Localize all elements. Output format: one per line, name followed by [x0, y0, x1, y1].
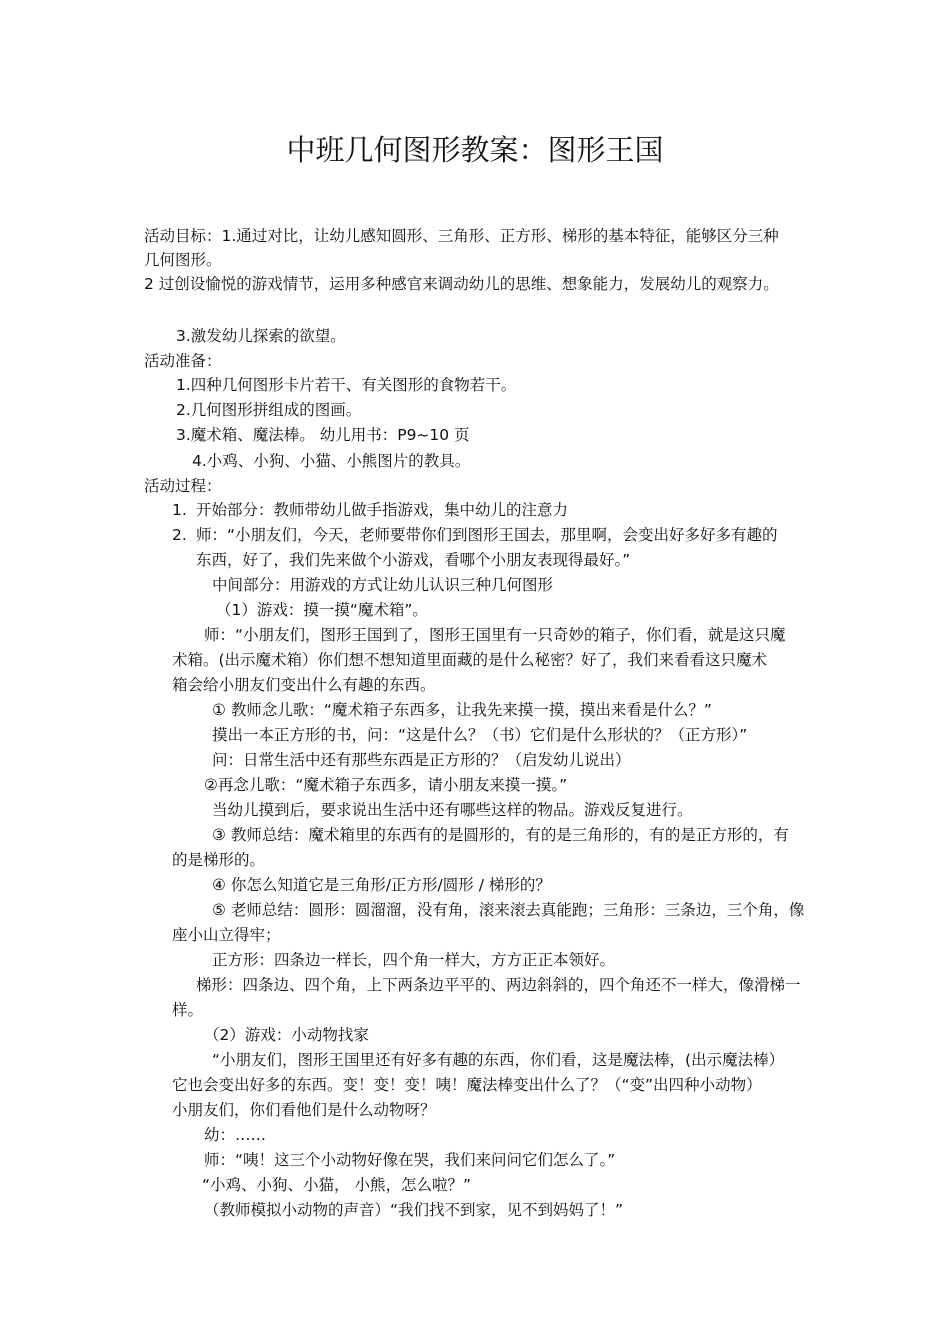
list-number: 1. [172, 501, 187, 519]
text-line: ⑤ 老师总结：圆形：圆溜溜，没有角，滚来滚去真能跑；三角形：三条边，三个角，像 [212, 901, 805, 919]
text-line: 座小山立得牢； [172, 926, 281, 944]
text-line: 它也会变出好多的东西。变！变！变！咦！魔法棒变出什么了？（“变”出四种小动物） [172, 1076, 762, 1094]
text-line: 摸出一本正方形的书，问：“这是什么？（书）它们是什么形状的？（正方形）” [212, 726, 748, 744]
text-line: 正方形：四条边一样长，四个角一样大，方方正正本领好。 [212, 951, 616, 969]
text-line: 3.激发幼儿探索的欲望。 [176, 327, 346, 345]
text-line: 梯形：四条边、四个角，上下两条边平平的、两边斜斜的，四个角还不一样大，像滑梯一 [196, 976, 801, 994]
text-line: 中间部分：用游戏的方式让幼儿认识三种几何图形 [212, 576, 554, 594]
text-line: ④ 你怎么知道它是三角形/正方形/圆形 / 梯形的？ [212, 876, 551, 894]
text-line: 3.魔术箱、魔法棒。 幼儿用书：P9~10 页 [176, 426, 470, 444]
text-line: 1.四种几何图形卡片若干、有关图形的食物若干。 [176, 376, 517, 394]
text-line: 几何图形。 [144, 251, 222, 269]
text-line: ① 教师念儿歌：“魔术箱子东西多，让我先来摸一摸，摸出来看是什么？” [212, 701, 712, 719]
text-line: 2.几何图形拼组成的图画。 [176, 401, 362, 419]
list-item: 师：“小朋友们，今天，老师要带你们到图形王国去，那里啊，会变出好多好多有趣的 [196, 526, 778, 544]
text-line: ③ 教师总结：魔术箱里的东西有的是圆形的，有的是三角形的，有的是正方形的，有 [212, 826, 789, 844]
section-heading: 活动过程： [144, 477, 222, 495]
list-number: 2. [172, 526, 187, 544]
text-line: 东西，好了，我们先来做个小游戏，看哪个小朋友表现得最好。” [196, 551, 631, 569]
text-line: （教师模拟小动物的声音）“我们找不到家，见不到妈妈了！” [204, 1201, 624, 1219]
text-line: “小朋友们，图形王国里还有好多有趣的东西，你们看，这是魔法棒，(出示魔法棒） [212, 1051, 785, 1069]
document-title: 中班几何图形教案：图形王国 [286, 133, 664, 167]
section-heading: 活动准备： [144, 352, 222, 370]
text-line: 术箱。(出示魔术箱）你们想不想知道里面藏的是什么秘密？好了，我们来看看这只魔术 [172, 651, 768, 669]
text-line: ②再念儿歌：“魔术箱子东西多，请小朋友来摸一摸。” [204, 776, 568, 794]
text-line: 幼：…… [204, 1126, 267, 1144]
text-line: （2）游戏：小动物找家 [204, 1026, 369, 1044]
text-line: “小鸡、小狗、小猫， 小熊，怎么啦？” [202, 1176, 471, 1194]
text-line: 的是梯形的。 [172, 851, 266, 869]
text-line: 2 过创设愉悦的游戏情节，运用多种感官来调动幼儿的思维、想象能力，发展幼儿的观察力。 [144, 275, 779, 293]
text-line: （1）游戏：摸一摸“魔术箱”。 [216, 601, 428, 619]
text-line: 箱会给小朋友们变出什么有趣的东西。 [172, 676, 436, 694]
text-line: 4.小鸡、小狗、小猫、小熊图片的教具。 [192, 452, 471, 470]
text-line: 当幼儿摸到后，要求说出生活中还有哪些这样的物品。游戏反复进行。 [212, 801, 693, 819]
text-line: 小朋友们，你们看他们是什么动物呀？ [172, 1101, 436, 1119]
text-line: 活动目标：1.通过对比，让幼儿感知圆形、三角形、正方形、梯形的基本特征，能够区分三种 [144, 227, 779, 245]
text-line: 师：“小朋友们，图形王国到了，图形王国里有一只奇妙的箱子，你们看，就是这只魔 [204, 626, 786, 644]
text-line: 样。 [172, 1001, 204, 1019]
list-item: 开始部分：教师带幼儿做手指游戏，集中幼儿的注意力 [196, 501, 569, 519]
text-line: 问：日常生活中还有那些东西是正方形的？（启发幼儿说出） [212, 751, 631, 769]
text-line: 师：“咦！这三个小动物好像在哭，我们来问问它们怎么了。” [204, 1151, 616, 1169]
